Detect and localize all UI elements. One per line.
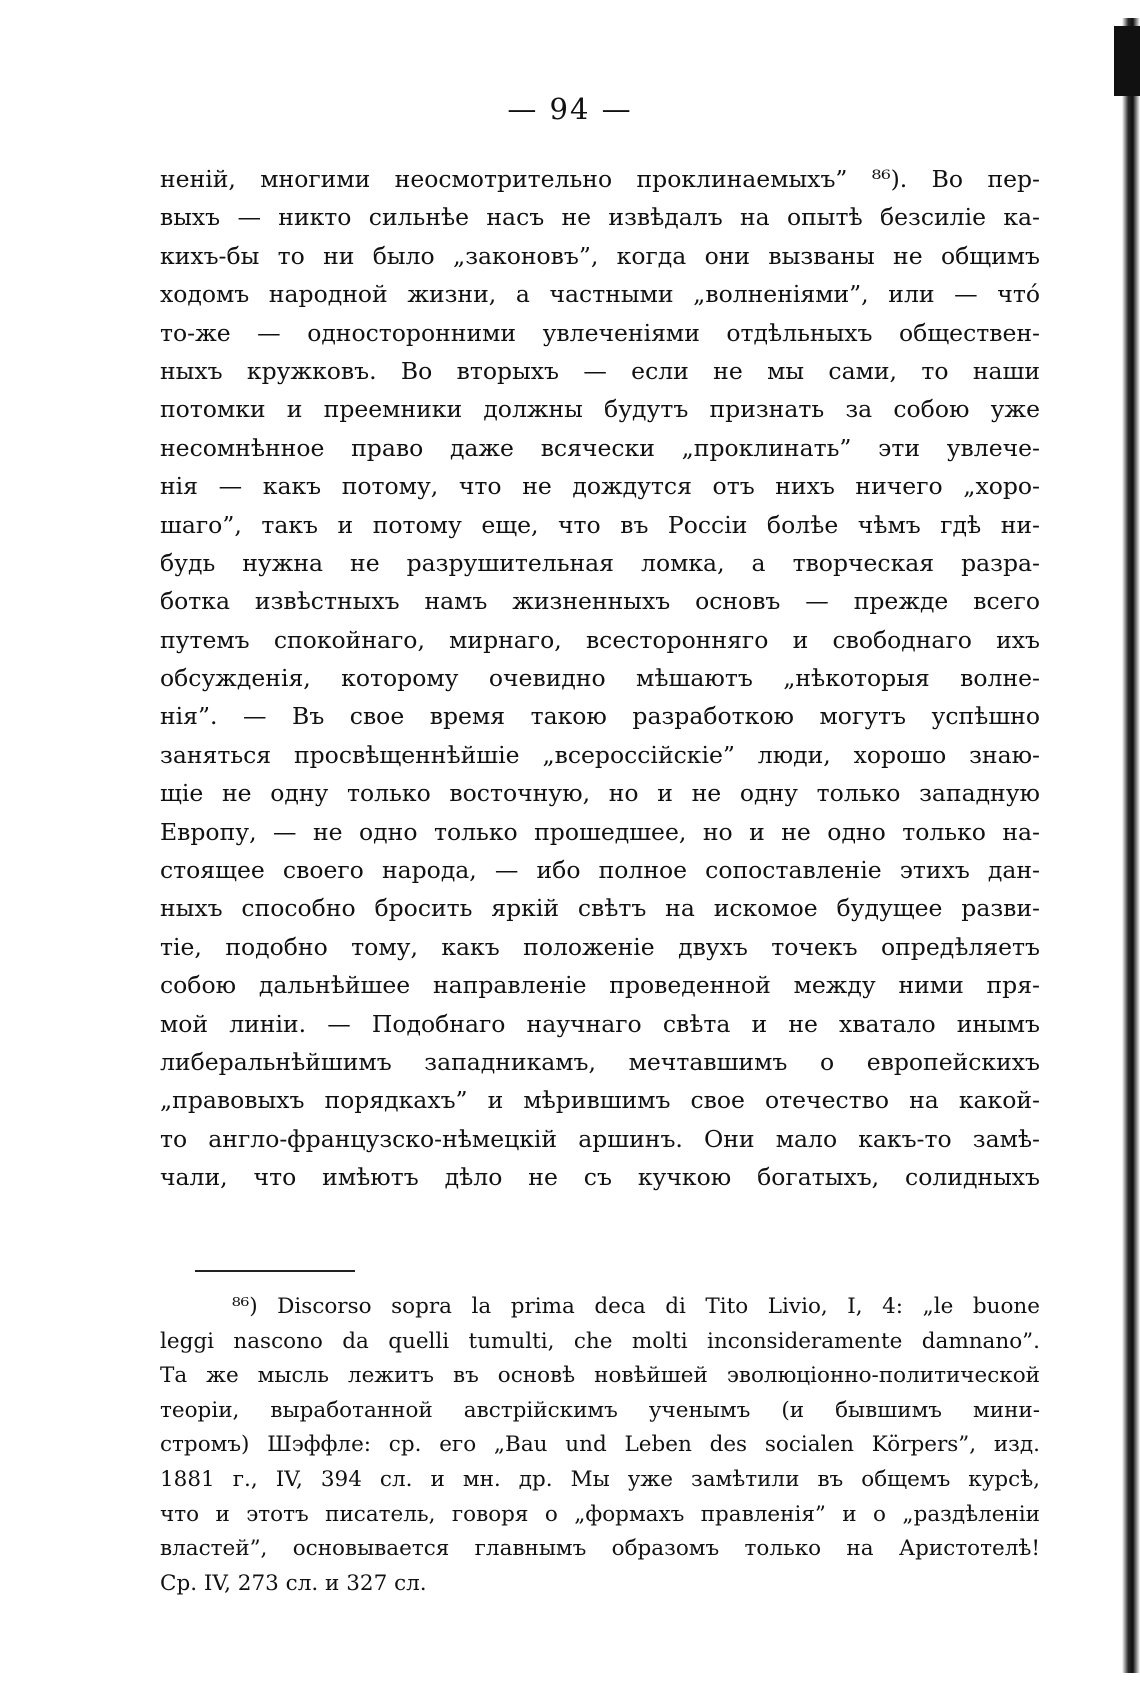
text-line: выхъ — никто сильнѣе насъ не извѣдалъ на опытѣ безсилiе ка- <box>160 203 1040 232</box>
text-line: нiя”. — Въ свое время такою разработкою могутъ успѣшно <box>160 702 1040 731</box>
text-line: „правовыхъ порядкахъ” и мѣрившимъ свое отечество на какой- <box>160 1086 1040 1115</box>
footnote-line: Та же мысль лежитъ въ основѣ новѣйшей эволюцiонно-политической <box>160 1363 1040 1389</box>
text-line: ныхъ кружковъ. Во вторыхъ — если не мы сами, то наши <box>160 356 1040 385</box>
text-line: кихъ-бы то ни было „законовъ”, когда они вызваны не общимъ <box>160 241 1040 270</box>
footnote-line: властей”, основывается главнымъ образомъ только на Аристотелѣ! <box>160 1536 1040 1562</box>
page-edge-mark <box>1114 26 1140 96</box>
text-line: Европу, — не одно только прошедшее, но и не одно только на- <box>160 817 1040 846</box>
text-line: ботка извѣстныхъ намъ жизненныхъ основъ — прежде всего <box>160 587 1040 616</box>
text-line: заняться просвѣщеннѣйшiе „всероссiйскiе” люди, хорошо знаю- <box>160 740 1040 769</box>
text-line: несомнѣнное право даже всячески „проклинать” эти увлече- <box>160 433 1040 462</box>
text-line: мой линiи. — Подобнаго научнаго свѣта и не хватало инымъ <box>160 1009 1040 1038</box>
text-line: будь нужна не разрушительная ломка, а творческая разра- <box>160 548 1040 577</box>
text-line: обсужденiя, которому очевидно мѣшаютъ „нѣкоторыя волне- <box>160 664 1040 693</box>
text-line: тiе, подобно тому, какъ положенiе двухъ точекъ опредѣляетъ <box>160 932 1040 961</box>
text-line: стоящее своего народа, — ибо полное сопоставленiе этихъ дан- <box>160 856 1040 885</box>
text-line: то англо-французско-нѣмецкiй аршинъ. Они мало какъ-то замѣ- <box>160 1124 1040 1153</box>
footnote-line: 1881 г., IV, 394 сл. и мн. др. Мы уже замѣтили въ общемъ курсѣ, <box>160 1466 1040 1492</box>
text-line: шаго”, такъ и потому еще, что въ Россiи болѣе чѣмъ гдѣ ни- <box>160 510 1040 539</box>
text-line: щiе не одну только восточную, но и не одну только западную <box>160 779 1040 808</box>
footnote-line: Ср. IV, 273 сл. и 327 сл. <box>160 1570 427 1596</box>
text-line: ненiй, многими неосмотрительно проклинаемыхъ” ⁸⁶). Во пер- <box>160 165 1040 193</box>
footnote-line: теорiи, выработанной австрiйскимъ ученымъ (и бывшимъ мини- <box>160 1397 1040 1423</box>
text-line: то-же — односторонними увлеченiями отдѣльныхъ обществен- <box>160 318 1040 347</box>
text-line: собою дальнѣйшее направленiе проведенной между ними пря- <box>160 971 1040 1000</box>
text-line: либеральнѣйшимъ западникамъ, мечтавшимъ о европейскихъ <box>160 1047 1040 1076</box>
footnote-line: стромъ) Шэффле: ср. его „Bau und Leben des socialen Körpers”, изд. <box>160 1432 1040 1458</box>
text-line: нiя — какъ потому, что не дождутся отъ нихъ ничего „хоро- <box>160 472 1040 501</box>
text-line: потомки и преемники должны будутъ признать за собою уже <box>160 395 1040 424</box>
footnote-divider <box>195 1270 355 1272</box>
footnote <box>160 1290 1040 1601</box>
text-line: ходомъ народной жизни, а частными „волненiями”, или — чтó <box>160 280 1040 309</box>
footnote-line: что и этотъ писатель, говоря о „формахъ правленiя” и о „раздѣленiи <box>160 1501 1040 1527</box>
page-number: — 94 — <box>507 92 633 126</box>
page-edge-shadow <box>1122 18 1140 1673</box>
text-line: чали, что имѣютъ дѣло не съ кучкою богатыхъ, солидныхъ <box>160 1163 1040 1192</box>
footnote-line: leggi nascono da quelli tumulti, che molti inconsideramente damnano”. <box>160 1328 1040 1354</box>
text-line: путемъ спокойнаго, мирнаго, всесторонняго и свободнаго ихъ <box>160 625 1040 654</box>
main-text <box>160 160 1040 1197</box>
footnote-line: ⁸⁶) Discorso sopra la prima deca di Tito Livio, I, 4: „le buone <box>232 1294 1040 1319</box>
text-line: ныхъ способно бросить яркiй свѣтъ на искомое будущее разви- <box>160 894 1040 923</box>
